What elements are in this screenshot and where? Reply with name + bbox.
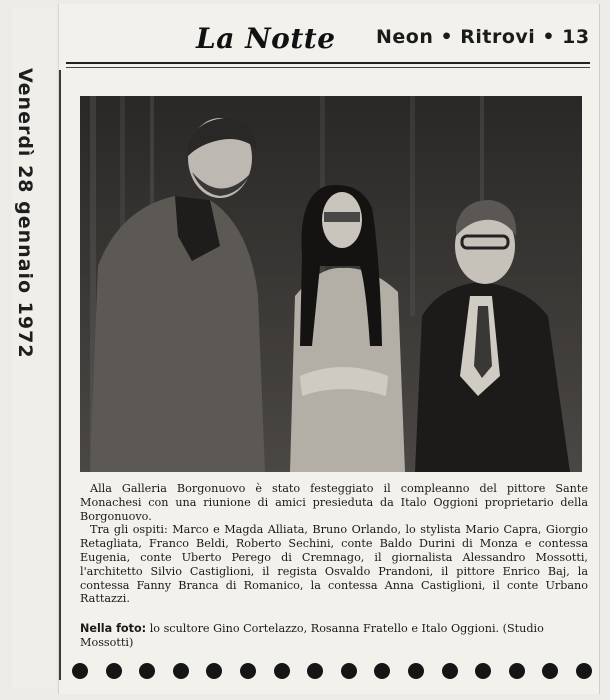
photo-illustration (80, 96, 582, 472)
publication-date: Venerdì 28 gennaio 1972 (14, 68, 36, 359)
decorative-dot (542, 663, 558, 679)
section-heading: Neon • Ritrovi • 13 (376, 26, 590, 48)
decorative-dot (307, 663, 323, 679)
caption-text: lo scultore Gino Cortelazzo, Rosanna Fratello e Italo Oggioni. (Studio Mossotti) (80, 622, 544, 649)
vertical-rule (59, 70, 61, 680)
decorative-dot (408, 663, 424, 679)
decorative-dot (139, 663, 155, 679)
article-paragraph-2: Tra gli ospiti: Marco e Magda Alliata, Bruno Orlando, lo stylista Mario Capra, Giorgio Retagliata, Franco Beldi, Roberto Sechini, conte Baldo Durini di Monza e contessa Eugenia, conte Uberto Perego di Cremnago, il giornalista Alessandro Mossotti, l'architetto Silvio Castiglioni, il regista Osvaldo Prandoni, il pittore Enrico Baj, la contessa Fanny Branca di Romanico, la contessa Anna Castiglioni, il conte Urbano Rattazzi. (80, 523, 588, 606)
caption-lead: Nella foto: (80, 622, 147, 635)
article-paragraph-1: Alla Galleria Borgonuovo è stato festeggiato il compleanno del pittore Sante Monachesi con una riunione di amici presieduta da Italo Oggioni proprietario della Borgonuovo. (80, 482, 588, 523)
photo-caption (80, 622, 588, 650)
article-body (80, 482, 588, 606)
decorative-dot (509, 663, 525, 679)
decorative-dot (576, 663, 592, 679)
news-photo (80, 96, 582, 472)
decorative-dot (106, 663, 122, 679)
header-rule-thin (66, 67, 590, 68)
decorative-dot (72, 663, 88, 679)
decorative-dot (274, 663, 290, 679)
page-header (66, 20, 590, 60)
decorative-dot (442, 663, 458, 679)
decorative-dot (240, 663, 256, 679)
masthead: La Notte (196, 22, 336, 55)
decorative-dot (173, 663, 189, 679)
decorative-dot (206, 663, 222, 679)
dot-border (72, 663, 592, 683)
decorative-dot (475, 663, 491, 679)
header-rule (66, 62, 590, 64)
decorative-dot (341, 663, 357, 679)
decorative-dot (374, 663, 390, 679)
